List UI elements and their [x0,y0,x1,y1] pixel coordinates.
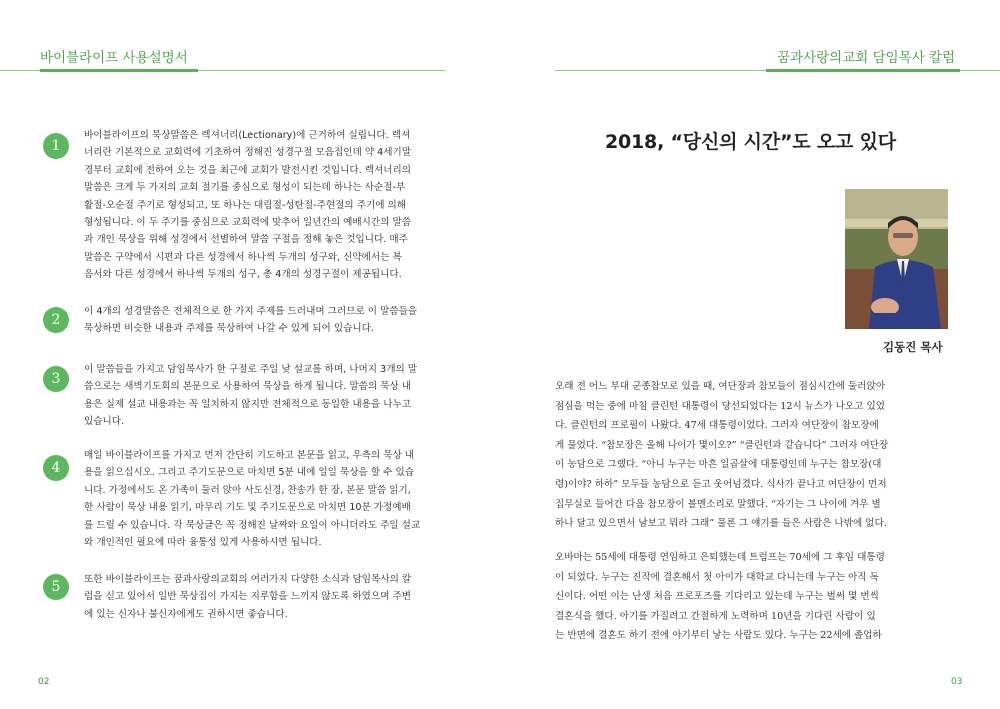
item-text: 매일 바이블라이프를 가지고 먼저 간단히 기도하고 본문을 읽고, 우측의 묵상 내 용을 읽으십시오. 그리고 주기도문으로 마치면 5분 내에 일일 묵상을 할 수 있습 니다. 가정에서도 온 가족이 둘러 앉아 사도신경, 찬송가 한 장, 본문 말씀 읽기, 한 사람이 묵상 내용 읽기, 마무리 기도 및 주기도문으로 마치면 10분 가정예배 를 드릴 수 있습니다. 각 묵상글은 꼭 정해진 날짜와 요일이 아니더라도 주일 설교 와 개인적인 필요에 따라 융통성 있게 사용하시면 됩니다. [84,450,421,549]
right-page-number: 03 [951,677,963,687]
author-photo [845,189,948,329]
right-header-title: 꿈과사랑의교회 담임목사 칼럼 [777,50,956,66]
item-text: 이 말씀들을 가지고 담임목사가 한 구절로 주일 낮 설교를 하며, 나머지 3개의 말 씀으로는 새벽기도회의 본문으로 사용하여 묵상을 하게 됩니다. 말씀의 묵상 내 용은 실제 설교 내용과는 꼭 일치하지 않지만 전체적으로 동일한 내용을 나누고 있습니다. [84,364,418,428]
item-text: 바이블라이프의 묵상말씀은 렉셔너리(Lectionary)에 근거하여 실립니다. 렉셔 너리란 기본적으로 교회력에 기초하여 정해진 성경구절 모음집인데 약 4세기말 경부터 교회에 전하여 오는 것을 최근에 교회가 발전시킨 것입니다. 렉셔너리의 말씀은 크게 두 가지의 교회 절기를 중심으로 형성이 되는데 하나는 사순절-부 활절-오순절 주기로 형성되고, 또 하나는 대림절-성탄절-주현절의 주기에 의해 형성됩니다. 이 두 주기를 중심으로 교회력에 맞추어 일년간의 예배시간의 말씀 과 개인 묵상을 위해 성경에서 선별하여 말씀 구절을 정해 놓은 것입니다. 매주 말씀은 구약에서 시편과 다른 성경에서 하나씩 두개의 성구와, 신약에서는 복 음서와 다른 성경에서 하나씩 두개의 성구, 총 4개의 성경구절이 제공됩니다. [84,130,412,281]
item-number-badge: 2 [43,307,69,333]
column-title: 2018, “당신의 시간”도 오고 있다 [605,131,896,153]
column-paragraph-2: 오바마는 55세에 대통령 연임하고 은퇴했는데 트럼프는 70세에 그 후임 대통령 이 되었다. 누구는 진작에 결혼해서 첫 아이가 대학교 다니는데 누구는 아직 독 신이다. 어떤 이는 난생 처음 프로포즈를 기다리고 있는데 누구는 벌써 몇 번씩 결혼식을 했다. 아기를 가질려고 간절하게 노력하며 10년을 기다린 사람이 있 는 반면에 결혼도 하기 전에 아기부터 낳는 사람도 있다. 누구는 22세에 졸업하 [555,552,885,642]
right-header-accent [766,69,960,72]
item-number-badge: 1 [43,133,69,159]
item-number-badge: 4 [43,455,69,481]
item-text: 또한 바이블라이프는 꿈과사랑의교회의 여러가지 다양한 소식과 담임목사의 칼 럼을 싣고 있어서 일반 묵상집이 가지는 지루함을 느끼지 않도록 하였으며 주변 에 있는 신자나 불신자에게도 권하시면 좋습니다. [84,574,412,620]
item-number-badge: 3 [43,366,69,392]
left-header-accent [40,69,198,72]
item-text: 이 4개의 성경말씀은 전체적으로 한 가지 주제를 드러내며 그러므로 이 말씀들을 묵상하면 비슷한 내용과 주제를 묵상하여 나갈 수 있게 되어 있습니다. [84,306,418,335]
author-portrait-image [845,189,948,329]
author-name: 김동진 목사 [883,340,943,354]
item-number-badge: 5 [43,574,69,600]
left-page-number: 02 [38,677,50,687]
left-header-title: 바이블라이프 사용설명서 [40,50,188,66]
column-paragraph-1: 오래 전 어느 부대 군종참모로 있을 때, 여단장과 참모들이 점심시간에 둘러앉아 점심을 먹는 중에 마침 클린턴 대통령이 당선되었다는 12시 뉴스가 나오고 있었 다. 클린턴의 프로필이 나왔다. 47세 대통령이었다. 그러자 여단장이 참모장에 게 물었다. “참모장은 올해 나이가 몇이오?” “클린턴과 같습니다” 그러자 여단장 이 농담으로 그랬다. “아니 누구는 마흔 일곱살에 대통령인데 누구는 참모장(대 령)이야? 하하” 모두들 농담으로 듣고 웃어넘겼다. 식사가 끝나고 여단장이 먼저 집무실로 들어간 다음 참모장이 볼멘소리로 말했다. “자기는 그 나이에 겨우 별 하나 달고 있으면서 남보고 뭐라 그래” 물론 그 얘기를 들은 사람은 나밖에 없다. [555,381,889,530]
